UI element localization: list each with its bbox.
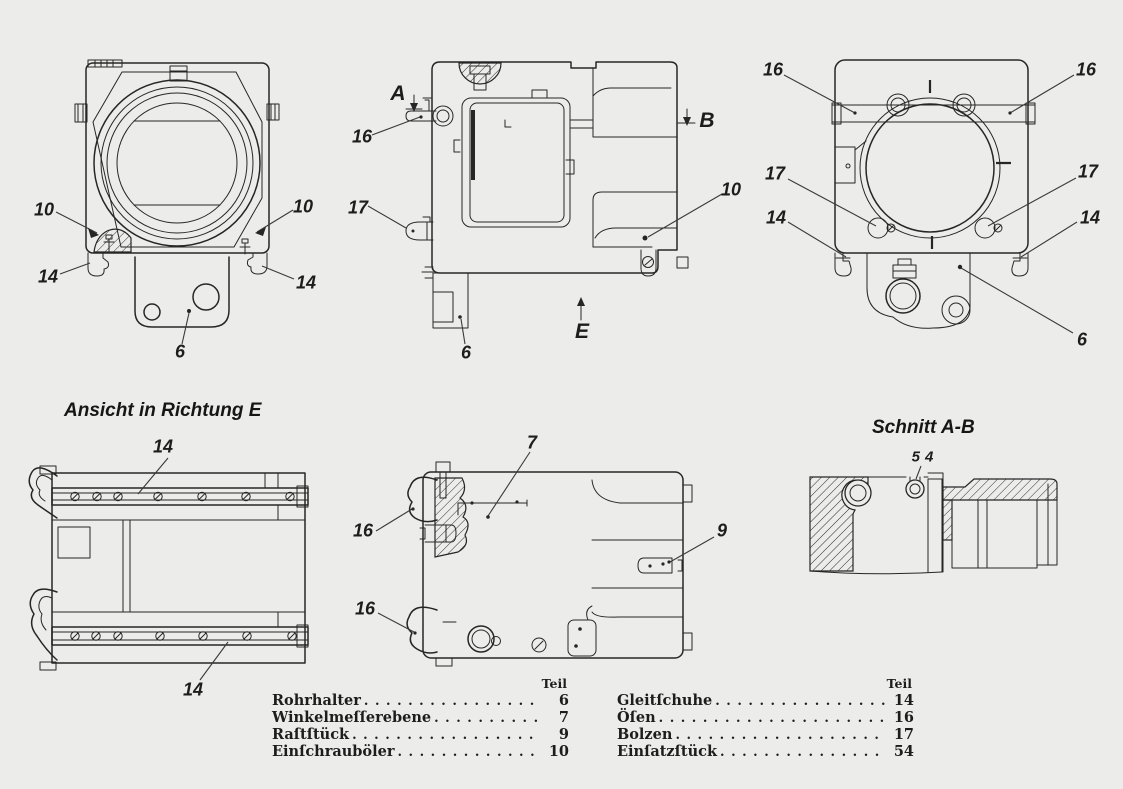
heading-section-a-b: Schnitt A-B	[872, 417, 975, 438]
dot-leader	[352, 728, 540, 743]
parts-row	[272, 743, 569, 760]
callout-part-16: 16	[1075, 59, 1097, 80]
parts-list-right-column	[617, 676, 914, 760]
part-name: Rohrhalter	[272, 692, 361, 709]
parts-row	[272, 726, 569, 743]
side-view-2-drawing	[376, 452, 714, 666]
parts-row	[617, 692, 914, 709]
part-number: 10	[548, 743, 569, 760]
callout-part-17: 17	[347, 197, 369, 218]
parts-row	[617, 709, 914, 726]
part-number: 54	[893, 743, 914, 760]
callout-part-7: 7	[526, 432, 538, 453]
callout-part-16: 16	[354, 598, 376, 619]
parts-list-left-column	[272, 676, 569, 760]
column-header-teil: Teil	[886, 676, 912, 691]
callout-part-9: 9	[716, 520, 728, 541]
dot-leader	[715, 694, 885, 709]
callout-part-10: 10	[292, 196, 314, 217]
front-view-drawing	[56, 60, 294, 344]
part-name: Bolzen	[617, 726, 673, 743]
callout-part-6: 6	[460, 342, 472, 363]
part-number: 16	[893, 709, 914, 726]
callout-part-6: 6	[1076, 329, 1088, 350]
part-name: Einſatzſtück	[617, 743, 718, 760]
callout-part-14: 14	[182, 679, 204, 700]
callout-part-14: 14	[152, 436, 174, 457]
dot-leader	[720, 745, 885, 760]
callout-part-54: 54	[911, 448, 939, 466]
dot-leader	[659, 711, 885, 726]
heading-view-direction-e: Ansicht in Richtung E	[64, 400, 262, 421]
callout-part-17: 17	[764, 163, 786, 184]
callout-part-14: 14	[37, 266, 59, 287]
callout-part-16: 16	[762, 59, 784, 80]
part-name: Winkelmeſſerebene	[272, 709, 432, 726]
part-number: 9	[558, 726, 569, 743]
section-ab-drawing	[810, 466, 1057, 574]
part-name: Einſchrauböler	[272, 743, 395, 760]
column-header-teil: Teil	[541, 676, 567, 691]
parts-row	[617, 726, 914, 743]
parts-row	[272, 692, 569, 709]
parts-row	[272, 709, 569, 726]
part-name: Öſen	[617, 709, 656, 726]
dot-leader	[675, 728, 885, 743]
rear-view-drawing	[784, 60, 1077, 333]
callout-part-17: 17	[1077, 161, 1099, 182]
callout-part-14: 14	[1079, 207, 1101, 228]
callout-part-14: 14	[295, 272, 317, 293]
part-name: Gleitſchuhe	[617, 692, 713, 709]
part-number: 17	[893, 726, 914, 743]
callout-part-10: 10	[720, 179, 742, 200]
side-view-drawing	[368, 62, 722, 344]
callout-part-16: 16	[351, 126, 373, 147]
callout-part-14: 14	[765, 207, 787, 228]
parts-list	[272, 676, 914, 760]
dot-leader	[364, 694, 540, 709]
part-number: 6	[558, 692, 569, 709]
section-letter-a: A	[390, 82, 406, 105]
callout-part-16: 16	[352, 520, 374, 541]
callout-part-10: 10	[33, 199, 55, 220]
part-number: 14	[893, 692, 914, 709]
dot-leader	[434, 711, 540, 726]
section-letter-b: B	[699, 109, 715, 132]
view-direction-letter-e: E	[574, 320, 590, 343]
part-number: 7	[558, 709, 569, 726]
dot-leader	[397, 745, 540, 760]
bottom-view-drawing	[29, 458, 308, 680]
parts-row	[617, 743, 914, 760]
part-name: Raſtſtück	[272, 726, 350, 743]
callout-part-6: 6	[174, 341, 186, 362]
